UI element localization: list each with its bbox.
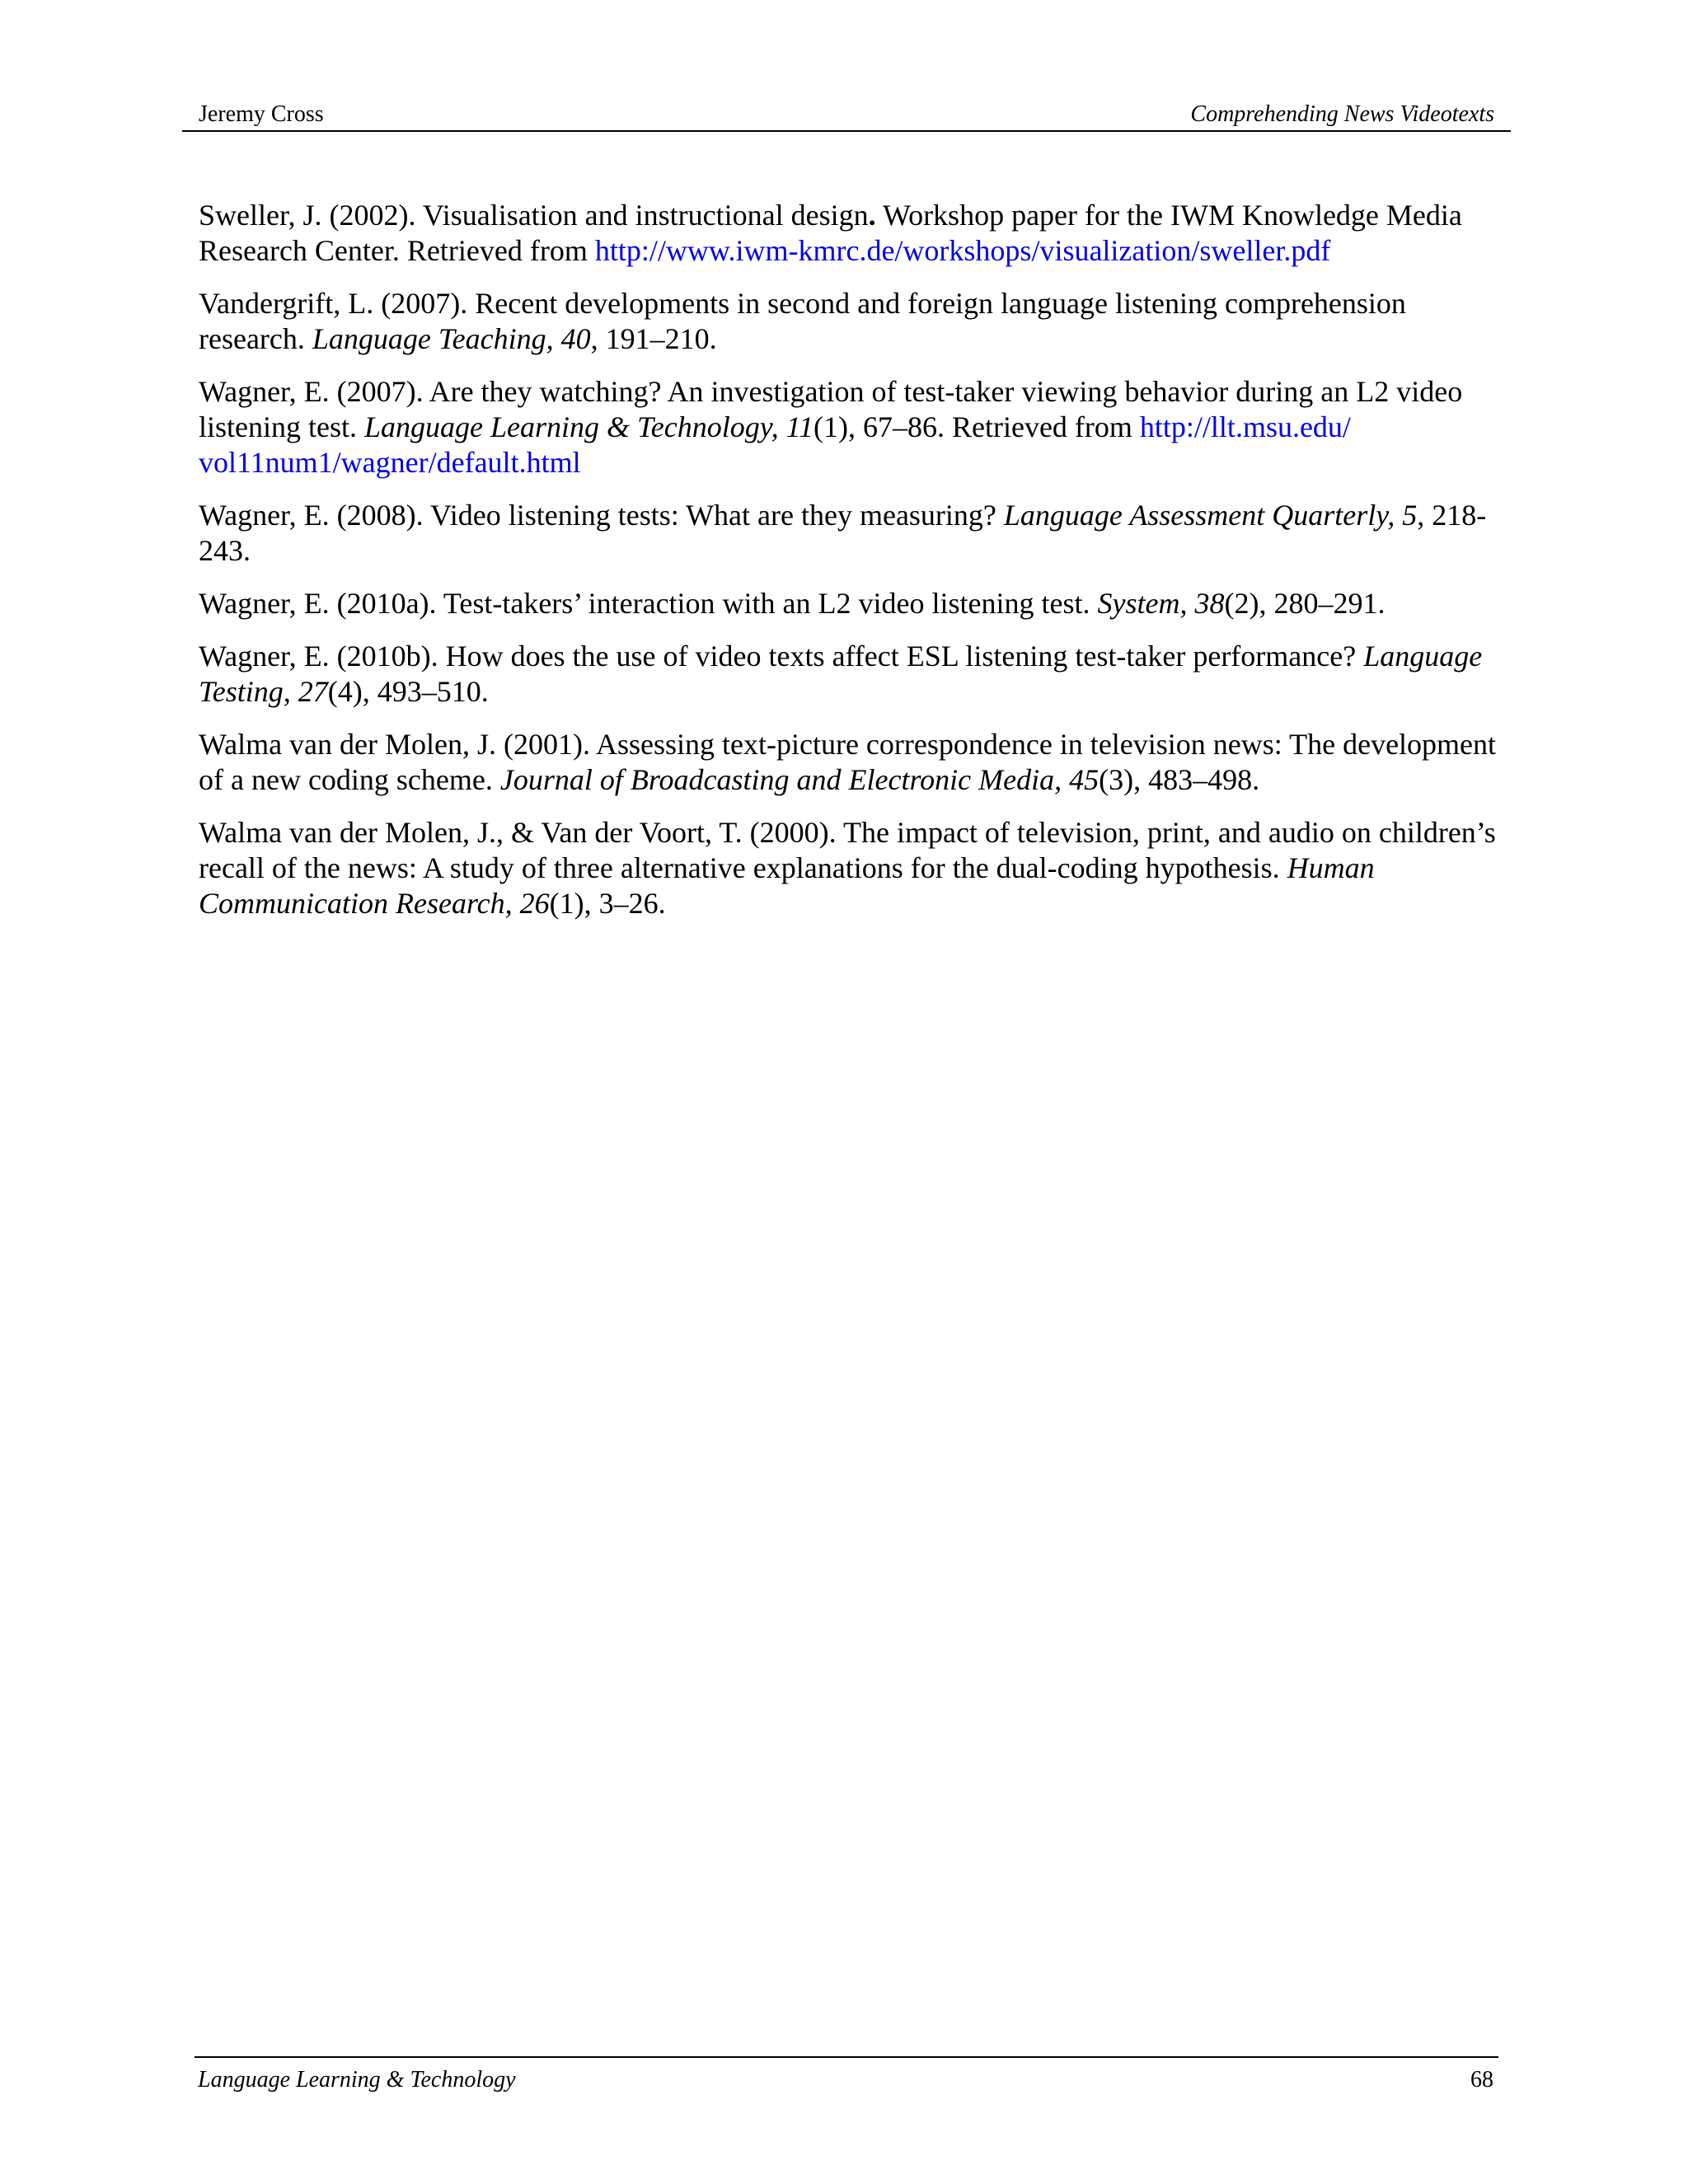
reference-text: (3), 483–498. <box>1099 763 1260 796</box>
reference-walma-2001 <box>199 727 1501 798</box>
reference-text: Wagner, E. (2008). Video listening tests: What are they measuring? <box>199 499 1004 532</box>
reference-sweller-2002 <box>199 198 1501 269</box>
reference-text: Workshop paper for the IWM Knowledge Media Research Center. Retrieved from <box>199 199 1462 267</box>
reference-journal: Journal of Broadcasting and Electronic Media, 45 <box>499 763 1100 796</box>
reference-list <box>199 198 1501 939</box>
running-header <box>182 97 1511 132</box>
reference-wagner-2007 <box>199 374 1501 480</box>
reference-text: (1), 3–26. <box>549 887 666 920</box>
reference-link-line2[interactable]: vol11num1/wagner/default.html <box>199 446 581 479</box>
reference-link[interactable]: http://www.iwm-kmrc.de/workshops/visualization/sweller.pdf <box>594 234 1331 267</box>
reference-text: Walma van der Molen, J., & Van der Voort, T. (2000). The impact of television, print, and audio on children’s recall of the news: A study of three alternative explanations for the dual-coding hypothesis. <box>199 816 1496 884</box>
reference-journal: Human Communication Research, 26 <box>199 851 1375 920</box>
reference-journal: Language Testing, 27 <box>199 640 1483 708</box>
reference-text: Vandergrift, L. (2007). Recent developments in second and foreign language listening comprehension research. <box>199 287 1406 355</box>
header-short-title: Comprehending News Videotexts <box>1190 101 1494 127</box>
reference-bold-period: . <box>868 199 876 232</box>
reference-journal: Language Assessment Quarterly, 5 <box>1003 499 1418 532</box>
reference-wagner-2010a <box>199 586 1501 621</box>
reference-text: (4), 493–510. <box>327 675 489 708</box>
reference-vandergrift-2007 <box>199 286 1501 357</box>
reference-link-line1[interactable]: http://llt.msu.edu/ <box>1139 410 1351 443</box>
reference-walma-2000 <box>199 815 1501 921</box>
reference-text: Walma van der Molen, J. (2001). Assessing text-picture correspondence in television news: The development of a new coding scheme. <box>199 728 1497 796</box>
reference-journal: System, 38 <box>1097 587 1225 620</box>
reference-wagner-2010b <box>199 639 1501 710</box>
running-footer <box>195 2056 1498 2093</box>
reference-text: Sweller, J. (2002). Visualisation and instructional design <box>199 199 869 232</box>
reference-wagner-2008 <box>199 498 1501 569</box>
reference-text: , 191–210. <box>590 322 717 355</box>
reference-text: , 218-243. <box>199 499 1487 567</box>
reference-text: (1), 67–86. Retrieved from <box>814 410 1140 443</box>
reference-text: (2), 280–291. <box>1224 587 1386 620</box>
reference-journal: Language Learning & Technology, 11 <box>364 410 814 443</box>
header-author: Jeremy Cross <box>199 101 324 127</box>
reference-text: Wagner, E. (2007). Are they watching? An investigation of test-taker viewing behavior during an L2 video listening test. <box>199 375 1463 443</box>
reference-text: Wagner, E. (2010b). How does the use of video texts affect ESL listening test-taker performance? <box>199 640 1364 673</box>
reference-text: Wagner, E. (2010a). Test-takers’ interaction with an L2 video listening test. <box>199 587 1098 620</box>
footer-journal-name: Language Learning & Technology <box>198 2067 516 2093</box>
page-number: 68 <box>1470 2067 1493 2093</box>
reference-journal: Language Teaching, 40 <box>312 322 591 355</box>
